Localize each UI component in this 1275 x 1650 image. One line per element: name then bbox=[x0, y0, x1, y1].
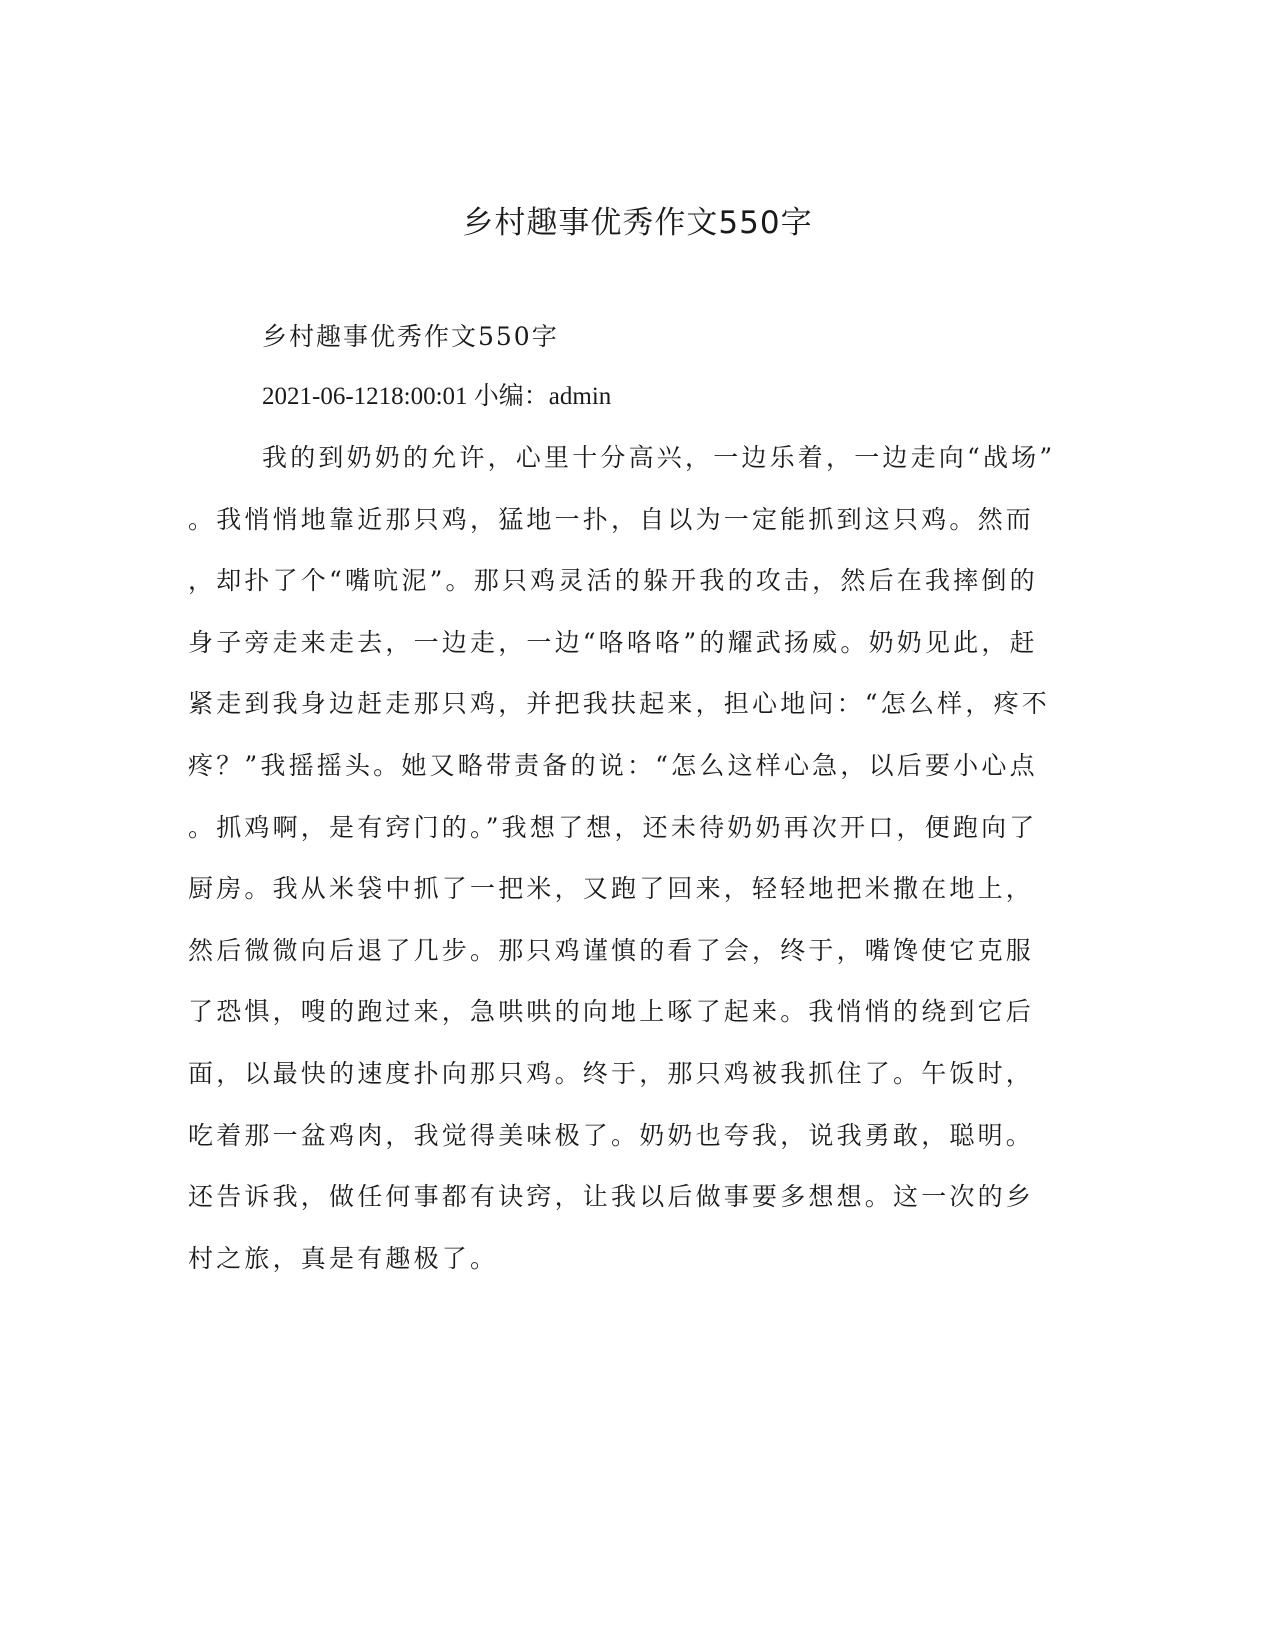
body-line: 村之旅，真是有趣极了。 bbox=[188, 1243, 499, 1273]
body-line: 厨房。我从米袋中抓了一把米，又跑了回来，轻轻地把米撒在地上， bbox=[188, 874, 1035, 904]
document-title: 乡村趣事优秀作文550字 bbox=[462, 205, 813, 241]
body-line: 面，以最快的速度扑向那只鸡。终于，那只鸡被我抓住了。午饭时， bbox=[188, 1058, 1035, 1088]
body-line: 吃着那一盆鸡肉，我觉得美味极了。奶奶也夸我，说我勇敢，聪明。 bbox=[188, 1120, 1035, 1150]
body-line: 身子旁走来走去，一边走，一边“咯咯咯”的耀武扬威。奶奶见此，赶 bbox=[188, 627, 1038, 657]
body-line: 。我悄悄地靠近那只鸡，猛地一扑，自以为一定能抓到这只鸡。然而 bbox=[188, 504, 1035, 534]
article-meta: 2021-06-1218:00:01 小编：admin bbox=[262, 383, 612, 410]
body-line: 紧走到我身边赶走那只鸡，并把我扶起来，担心地问：“怎么样，疼不 bbox=[188, 689, 1050, 719]
body-line: 然后微微向后退了几步。那只鸡谨慎的看了会，终于，嘴馋使它克服 bbox=[188, 935, 1035, 965]
body-line: ，却扑了个“嘴吭泥”。那只鸡灵活的躲开我的攻击，然后在我摔倒的 bbox=[188, 566, 1038, 596]
body-line: 。抓鸡啊，是有窍门的。”我想了想，还未待奶奶再次开口，便跑向了 bbox=[188, 812, 1038, 842]
body-line: 我的到奶奶的允许，心里十分高兴，一边乐着，一边走向“战场” bbox=[262, 443, 1056, 472]
body-line: 了恐惧，嗖的跑过来，急哄哄的向地上啄了起来。我悄悄的绕到它后 bbox=[188, 997, 1035, 1027]
article-subtitle: 乡村趣事优秀作文550字 bbox=[262, 322, 559, 351]
body-line: 疼？”我摇摇头。她又略带责备的说：“怎么这样心急，以后要小心点 bbox=[188, 750, 1038, 780]
article-body bbox=[188, 438, 1088, 1300]
body-line: 还告诉我，做任何事都有诀窍，让我以后做事要多想想。这一次的乡 bbox=[188, 1182, 1035, 1212]
